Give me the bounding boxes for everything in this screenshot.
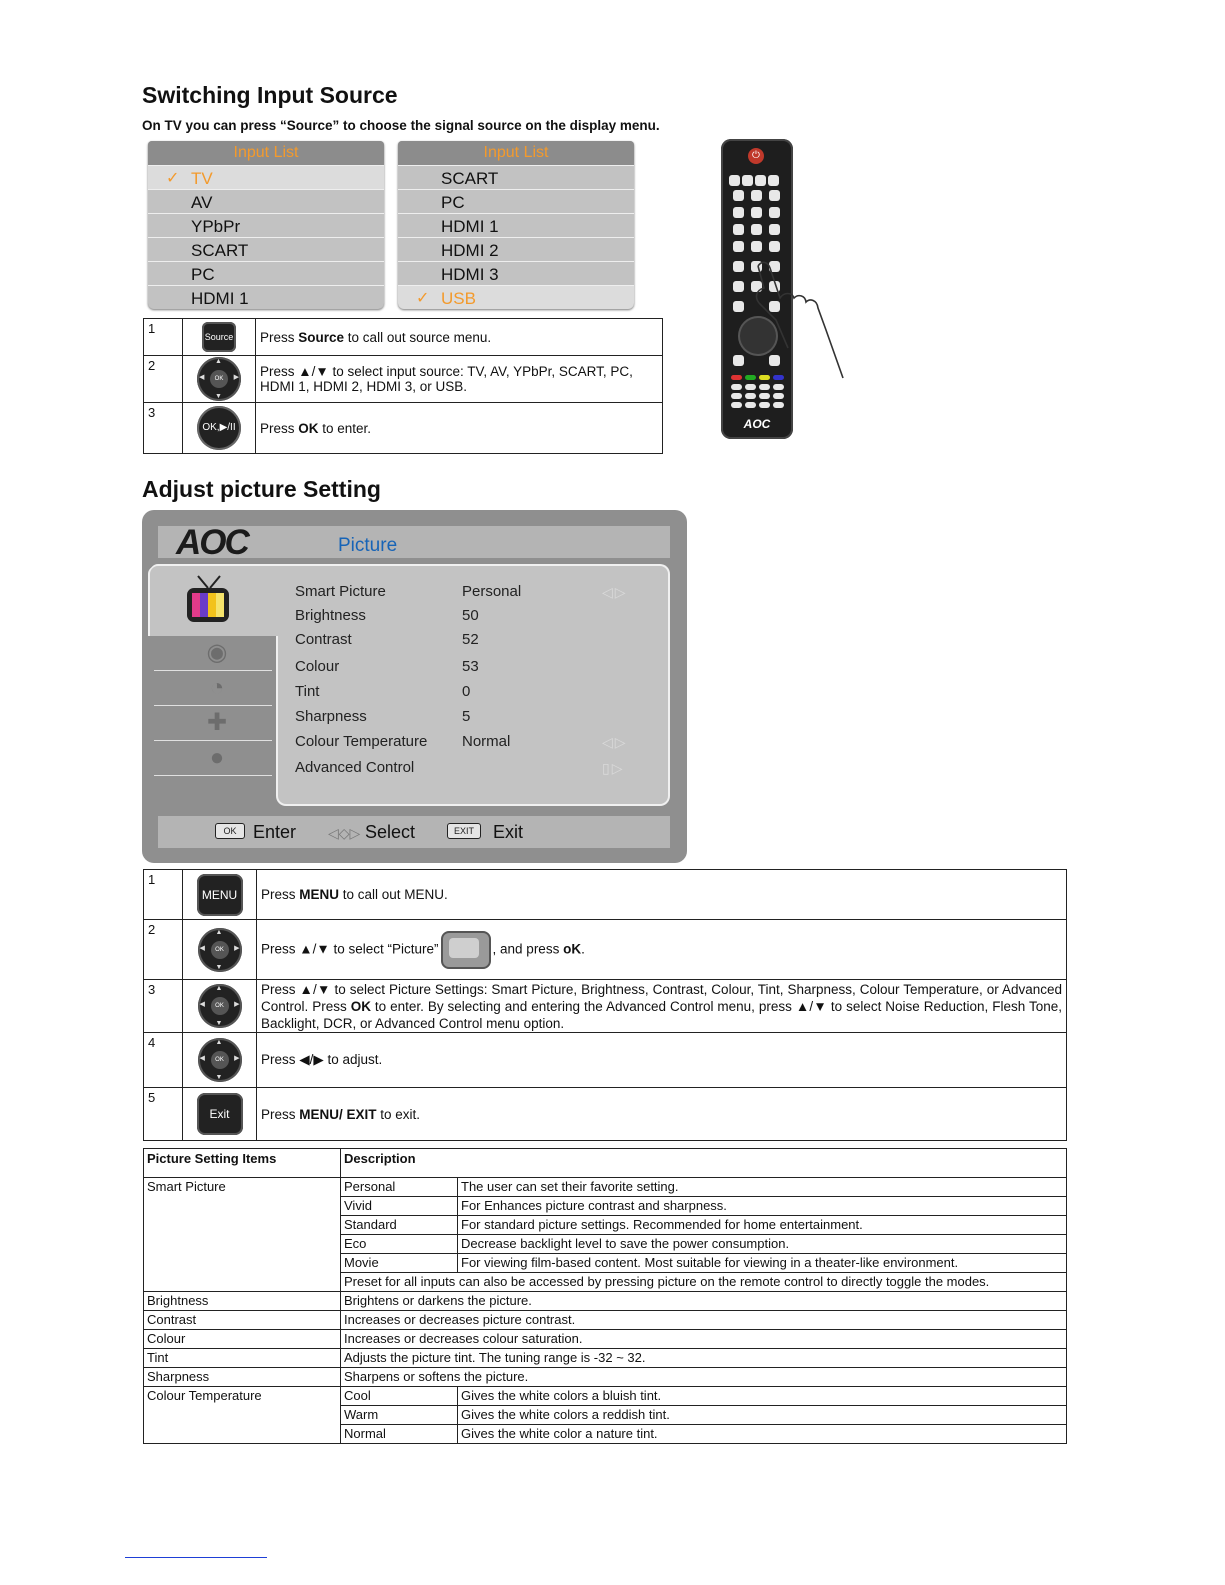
osd-item-value: Personal xyxy=(462,583,522,600)
remote-key xyxy=(773,393,784,399)
description-cell: Sharpens or softens the picture. xyxy=(341,1368,1067,1387)
remote-key xyxy=(773,384,784,390)
description-cell: For viewing film-based content. Most suitable for viewing in a theater-like environment. xyxy=(458,1254,1067,1273)
input-list-item-label: HDMI 2 xyxy=(441,241,499,260)
input-list-header: Input List xyxy=(398,141,634,165)
setting-item-cell: Tint xyxy=(144,1349,341,1368)
source-steps-table xyxy=(143,318,663,454)
remote-key xyxy=(773,402,784,408)
remote-key xyxy=(733,301,744,312)
description-cell: The user can set their favorite setting. xyxy=(458,1178,1067,1197)
description-cell: Brightens or darkens the picture. xyxy=(341,1292,1067,1311)
osd-tab-lock[interactable] xyxy=(154,741,272,776)
osd-tab-sound[interactable] xyxy=(154,636,272,671)
input-list-item[interactable] xyxy=(148,237,384,261)
dpad-icon: ▲ ▼ ◀ ▶ OK xyxy=(199,358,239,400)
ok-button-icon: OK,▶/II xyxy=(197,406,241,450)
input-list-item-label: YPbPr xyxy=(191,217,241,236)
section-title-picture: Adjust picture Setting xyxy=(142,476,381,502)
input-list-item[interactable] xyxy=(148,189,384,213)
remote-color-key xyxy=(731,375,742,380)
step-number: 1 xyxy=(144,870,183,920)
check-icon: ✓ xyxy=(416,290,430,307)
remote-key xyxy=(751,207,762,218)
description-cell: Increases or decreases picture contrast. xyxy=(341,1311,1067,1330)
input-list-panel-1 xyxy=(148,141,384,309)
option-cell: Personal xyxy=(341,1178,458,1197)
option-cell: Normal xyxy=(341,1425,458,1444)
header-description: Description xyxy=(341,1149,1067,1178)
input-list-item[interactable] xyxy=(148,285,384,309)
osd-item-label[interactable]: Colour xyxy=(295,658,340,675)
remote-key xyxy=(731,402,742,408)
description-cell: For standard picture settings. Recommended for home entertainment. xyxy=(458,1216,1067,1235)
osd-tab-picture[interactable] xyxy=(150,566,280,636)
source-button-icon: Source xyxy=(202,322,236,352)
remote-key xyxy=(769,241,780,252)
footer-enter-label: Enter xyxy=(253,822,297,842)
picture-steps-table xyxy=(143,869,1067,1141)
dpad-icon: ▲ ▼ ◀ ▶ OK xyxy=(199,985,240,1027)
remote-key xyxy=(759,384,770,390)
osd-item-label[interactable]: Sharpness xyxy=(295,708,367,725)
power-icon: ⏻ xyxy=(748,148,764,164)
description-cell: Preset for all inputs can also be accessed by pressing picture on the remote control to directly toggle the modes. xyxy=(341,1273,1067,1292)
remote-key xyxy=(742,175,753,186)
osd-item-label[interactable]: Tint xyxy=(295,683,320,700)
remote-key xyxy=(745,402,756,408)
osd-item-value: 5 xyxy=(462,708,471,725)
table-row xyxy=(144,1368,1067,1387)
setting-item-cell: Colour Temperature xyxy=(144,1387,341,1444)
remote-key xyxy=(745,393,756,399)
step-number: 4 xyxy=(144,1033,183,1088)
step-number: 3 xyxy=(144,403,183,454)
remote-key xyxy=(733,224,744,235)
option-cell: Warm xyxy=(341,1406,458,1425)
input-list-item[interactable] xyxy=(148,213,384,237)
input-list-item[interactable] xyxy=(398,261,634,285)
step-number: 2 xyxy=(144,356,183,403)
remote-key xyxy=(733,207,744,218)
description-cell: Gives the white colors a reddish tint. xyxy=(458,1406,1067,1425)
input-list-item-label: USB xyxy=(441,289,476,308)
input-list-item-label: PC xyxy=(191,265,215,284)
menu-button-icon: MENU xyxy=(197,874,243,916)
remote-key xyxy=(768,175,779,186)
table-row xyxy=(144,1349,1067,1368)
description-cell: Decrease backlight level to save the power consumption. xyxy=(458,1235,1067,1254)
picture-settings-table xyxy=(143,1148,1067,1444)
remote-key xyxy=(733,281,744,292)
hand-pointer-icon xyxy=(748,258,848,383)
adjust-arrows-icon: ◁▷ xyxy=(602,584,628,600)
osd-item-value: Normal xyxy=(462,733,511,750)
osd-item-label[interactable]: Brightness xyxy=(295,607,366,624)
option-cell: Cool xyxy=(341,1387,458,1406)
remote-key xyxy=(759,393,770,399)
step-text: Press ▲/▼ to select Picture Settings: Smart Picture, Brightness, Contrast, Colour, Tint, Sharpness, Colour Temperature, or Advanced Control. Press OK to enter. By selecting and entering the Advanced Control menu, press ▲/▼ to select Noise Reduction, Flesh Tone, Backlight, DCR, or Advanced Control menu option. xyxy=(257,980,1067,1033)
header-items: Picture Setting Items xyxy=(144,1149,341,1178)
section-title-input-source: Switching Input Source xyxy=(142,82,398,108)
intro-text: On TV you can press “Source” to choose the signal source on the display menu. xyxy=(142,118,660,133)
ok-key-icon: OK xyxy=(215,823,245,839)
osd-tab-channel[interactable] xyxy=(154,671,272,706)
remote-key xyxy=(733,355,744,366)
step-text: Press MENU/ EXIT to exit. xyxy=(257,1088,1067,1141)
input-list-item[interactable] xyxy=(398,213,634,237)
remote-key xyxy=(745,384,756,390)
osd-item-value: 50 xyxy=(462,607,479,624)
remote-key xyxy=(731,393,742,399)
footer-link-line xyxy=(125,1557,267,1558)
exit-key-icon: EXIT xyxy=(447,823,481,839)
description-cell: Increases or decreases colour saturation. xyxy=(341,1330,1067,1349)
osd-item-value: 53 xyxy=(462,658,479,675)
exit-button-icon: Exit xyxy=(197,1093,243,1135)
input-list-item-label: HDMI 3 xyxy=(441,265,499,284)
setting-item-cell: Colour xyxy=(144,1330,341,1349)
remote-key xyxy=(731,384,742,390)
adjust-arrows-icon: ◁▷ xyxy=(602,734,628,750)
tv-picture-icon xyxy=(441,931,491,969)
input-list-item[interactable] xyxy=(398,189,634,213)
option-cell: Standard xyxy=(341,1216,458,1235)
osd-logo: AOC xyxy=(176,523,248,562)
step-text: Press MENU to call out MENU. xyxy=(257,870,1067,920)
step-text: Press Source to call out source menu. xyxy=(256,319,663,356)
step-text: Press OK to enter. xyxy=(256,403,663,454)
remote-key xyxy=(769,224,780,235)
setting-item-cell: Sharpness xyxy=(144,1368,341,1387)
description-cell: For Enhances picture contrast and sharpness. xyxy=(458,1197,1067,1216)
osd-item-label[interactable]: Smart Picture xyxy=(295,583,386,600)
input-list-item[interactable] xyxy=(398,165,634,189)
dpad-icon: ▲ ▼ ◀ ▶ OK xyxy=(199,1039,240,1081)
step-number: 2 xyxy=(144,920,183,980)
osd-item-value: 52 xyxy=(462,631,479,648)
remote-key xyxy=(751,241,762,252)
step-text: Press ◀/▶ to adjust. xyxy=(257,1033,1067,1088)
osd-item-label[interactable]: Contrast xyxy=(295,631,352,648)
picture-osd-menu xyxy=(142,510,687,863)
footer-exit-label: Exit xyxy=(493,822,524,842)
input-list-item-label: TV xyxy=(191,169,213,188)
input-list-item-label: HDMI 1 xyxy=(191,289,249,308)
input-list-item[interactable] xyxy=(148,261,384,285)
osd-title: Picture xyxy=(338,535,398,556)
select-arrows-icon: ◁◇▷ xyxy=(328,825,361,841)
input-list-item-label: SCART xyxy=(441,169,499,188)
input-list-item-label: AV xyxy=(191,193,213,212)
check-icon: ✓ xyxy=(166,170,180,187)
input-list-item[interactable] xyxy=(148,165,384,189)
tv-picture-icon xyxy=(184,574,234,626)
osd-item-label[interactable]: Colour Temperature xyxy=(295,733,428,750)
setting-item-cell: Brightness xyxy=(144,1292,341,1311)
remote-key xyxy=(755,175,766,186)
lock-icon: ● xyxy=(209,744,225,771)
description-cell: Gives the white colors a bluish tint. xyxy=(458,1387,1067,1406)
step-text: Press ▲/▼ to select input source: TV, AV, YPbPr, SCART, PC, HDMI 1, HDMI 2, HDMI 3, or USB. xyxy=(256,356,663,403)
table-row xyxy=(144,1311,1067,1330)
input-list-item-label: PC xyxy=(441,193,465,212)
description-cell: Gives the white color a nature tint. xyxy=(458,1425,1067,1444)
input-list-item-label: HDMI 1 xyxy=(441,217,499,236)
remote-key xyxy=(769,207,780,218)
adjust-arrows-icon: ▯▷ xyxy=(602,760,625,776)
remote-key xyxy=(751,190,762,201)
remote-key xyxy=(769,190,780,201)
option-cell: Movie xyxy=(341,1254,458,1273)
satellite-dish-icon: ◔ xyxy=(209,674,225,701)
remote-key xyxy=(729,175,740,186)
table-row xyxy=(144,1178,1067,1197)
remote-logo: AOC xyxy=(743,417,771,431)
step-text: Press ▲/▼ to select “Picture” , and press oK. xyxy=(257,920,1067,980)
wrench-icon: ✚ xyxy=(206,709,228,736)
input-list-item-label: SCART xyxy=(191,241,249,260)
speaker-icon: ◉ xyxy=(206,639,228,666)
dpad-icon: ▲ ▼ ◀ ▶ OK xyxy=(199,928,240,971)
description-cell: Adjusts the picture tint. The tuning range is -32 ~ 32. xyxy=(341,1349,1067,1368)
osd-item-label[interactable]: Advanced Control xyxy=(295,759,415,776)
option-cell: Vivid xyxy=(341,1197,458,1216)
remote-key xyxy=(733,241,744,252)
osd-item-value: 0 xyxy=(462,683,471,700)
remote-key xyxy=(751,224,762,235)
table-row xyxy=(144,1387,1067,1406)
input-list-panel-2 xyxy=(398,141,634,309)
step-number: 3 xyxy=(144,980,183,1033)
input-list-item[interactable] xyxy=(398,285,634,309)
table-row xyxy=(144,1292,1067,1311)
table-row xyxy=(144,1330,1067,1349)
setting-item-cell: Contrast xyxy=(144,1311,341,1330)
remote-key xyxy=(759,402,770,408)
step-number: 5 xyxy=(144,1088,183,1141)
footer-select-label: Select xyxy=(365,822,416,842)
remote-key xyxy=(733,261,744,272)
remote-key xyxy=(733,190,744,201)
osd-tab-setup[interactable] xyxy=(154,706,272,741)
step-number: 1 xyxy=(144,319,183,356)
setting-item-cell: Smart Picture xyxy=(144,1178,341,1292)
input-list-item[interactable] xyxy=(398,237,634,261)
input-list-header: Input List xyxy=(148,141,384,165)
option-cell: Eco xyxy=(341,1235,458,1254)
